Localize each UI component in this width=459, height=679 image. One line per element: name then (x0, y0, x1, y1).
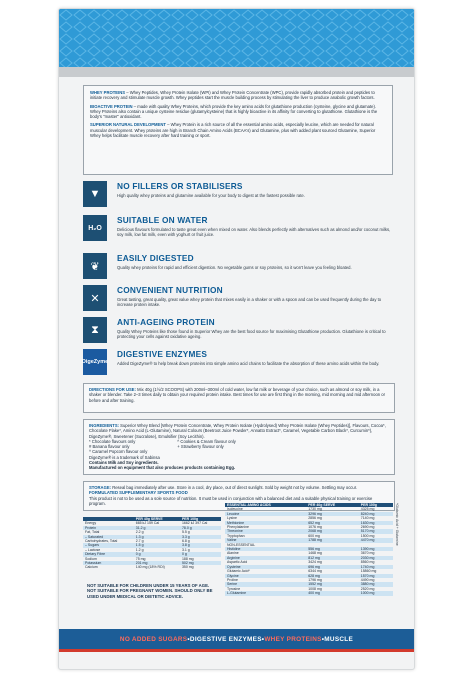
hourglass-icon: ⧗ (83, 317, 107, 343)
table-cell: 7140 mg (360, 516, 375, 521)
feature-suitable-on-water (83, 215, 395, 243)
amino-side-note: *Glutamic Acid + Glutamine (395, 503, 399, 546)
table-cell: – Saturated (83, 535, 134, 539)
table-cell: 556 mg (306, 547, 359, 551)
table-cell: 1730 mg (308, 507, 322, 512)
table-cell: 1630 mg (359, 521, 393, 525)
table-cell: Cysteine (225, 565, 306, 569)
table-cell: Tyrosine (227, 586, 241, 591)
table-cell: Valine (225, 538, 306, 542)
feature-digestive-enzymes (83, 349, 395, 377)
table-cell: Serine (225, 582, 306, 586)
water-drop-icon: H₂O (83, 215, 107, 241)
table-cell: 1552 mg (306, 582, 359, 586)
feature-title: EASILY DIGESTED (117, 253, 194, 263)
table-cell: Calcium (85, 565, 98, 570)
table-cell: 75 mg (135, 556, 146, 561)
table-cell: 4490 mg (360, 577, 375, 582)
feature-title: DIGESTIVE ENZYMES (117, 349, 208, 359)
table-cell: 1076 mg (308, 525, 322, 530)
table-cell: 140 mg (18% RDI) (135, 565, 165, 570)
nutrition-row (83, 565, 221, 569)
table-cell: Dietary Fibre (83, 552, 134, 556)
table-cell: Protein (83, 526, 134, 530)
filter-icon: ▼ (83, 181, 107, 207)
amino-acid-table: ESSENTIAL AMINO ACIDS PER 40g SERVE PER 100g Isoleucine 1730 mg 4325 mg Leucine 3296 mg 8240 mg Lysine 2856 mg 7140 mg Methionine 652 mg 1630 mg Phenylalanine 1076 mg 2690 mg Threonine 2068 mg 5170 mg Tryptophan 600 mg 1500 mg Valine 1788 mg 4470 mg NON-ESSENTIAL Histidine 556 mg 1390 mg Alanine 1468 mg 3670 mg Arginine 812 mg 2030 mg Aspartic Acid 3424 mg 8560 mg Cysteine 696 mg 1740 mg Glutamic Acid* 6344 mg 15860 mg Glycine 628 mg 1570 mg Proline 1796 mg 4490 mg Serine 1552 mg 3880 mg Tyrosine 1008 mg 2520 mg L-Glutamine 400 mg 1000 mg (225, 503, 393, 596)
table-cell: 652 mg (306, 521, 359, 525)
table-cell: 502 mg (180, 561, 221, 565)
grey-divider-band (59, 67, 414, 77)
table-cell: 5.5 g (181, 530, 190, 535)
feature-text: Added DigeZyme® to help break down proteins into simple amino acid chains to facilitate the absorption of these amino acids within the body. (117, 361, 380, 366)
table-cell: 3424 mg (308, 560, 322, 565)
table-cell: 2520 mg (360, 586, 375, 591)
table-cell: Energy (85, 521, 97, 526)
claim-text: • (321, 635, 325, 643)
cutlery-icon: ✕ (83, 285, 107, 311)
table-cell: 2.2 g (135, 530, 144, 535)
intro-natural-development: SUPERIOR NATURAL DEVELOPMENT – Whey Protein is a rich source of all the essential amino acids, especially leucine, which are needed for natural muscular development. Whey proteins are high in Branch Chain Amino Acids (BCAA's) and Glutamine, plus with added plant sourced Glutamine, Superior Whey helps facilitate muscle recovery after hard training or sport. (90, 122, 376, 139)
table-cell: 3296 mg (306, 512, 359, 516)
table-cell: – Sugars (83, 543, 134, 547)
feature-text: Great tasting, great quality, great value whey protein that mixes easily in a shaker or with a spoon and can be used frequently during the day to increase protein intake. (117, 297, 382, 308)
table-cell: 628 mg (306, 574, 359, 578)
table-cell: Lysine (227, 516, 237, 521)
feature-title: CONVENIENT NUTRITION (117, 285, 223, 295)
feature-title: NO FILLERS OR STABILISERS (117, 181, 243, 191)
table-cell: 696 mg (306, 565, 359, 569)
claim-text: WHEY PROTEINS (264, 635, 322, 643)
table-cell: Glycine (225, 574, 306, 578)
flavour-notes: * Chocolate flavours only # Banana flavour only ^ Caramel Popcorn flavour only ^ Cookies & Cream flavour only + Strawberry flavour only (89, 438, 236, 455)
table-cell: Glutamic Acid* (227, 569, 250, 574)
table-cell: Proline (227, 577, 238, 582)
nutrition-table: PER 40g SERVE PER 100g Energy 665 kJ 159 Cal 1662 kJ 397 Cal Protein 31.2 g 78.0 g Fat, Total 2.2 g 5.5 g – Saturated 1.3 g 3.3 g Carbohydrates, Total 2.7 g 6.8 g – Sugars 1.5 g 3.8 g – Lactose 1.2 g 3.1 g Dietary Fibre 0 g 0 g Sodium 75 mg 188 mg Potassium 201 mg 502 mg Calcium 140 mg (18% RDI) 350 mg (83, 517, 221, 570)
table-cell: 8560 mg (360, 560, 375, 565)
table-cell: 2690 mg (360, 525, 375, 530)
table-cell: 3880 mg (359, 582, 393, 586)
table-cell: 0 g (134, 552, 180, 556)
feature-anti-ageing (83, 317, 395, 345)
table-cell: 5170 mg (359, 529, 393, 533)
table-cell: 812 mg (306, 556, 359, 560)
table-cell: 188 mg (181, 556, 194, 561)
table-cell: 201 mg (134, 561, 180, 565)
feature-convenient-nutrition (83, 285, 395, 313)
ingredients-panel: INGREDIENTS: Superior Whey Blend [Whey Protein Concentrate, Whey Protein Isolate (Hydrolysed) Whey Protein Isolate (Whey Peptides)], Flavours, Cocoa*, Chocolate Flake*, Amino Acid (L-Glutamine), Natural Colours (Beetroot Juice Powder*, Annatto Extract*, Caramel, Vegetable Carbon Black*, Curcumin*), DigeZyme®, Sweetener (Sucralose), Emulsifier (Soy Lecithin). * Chocolate flavours only # Banana flavour only ^ Caramel Popcorn flavour only ^ Cookies & Cream flavour only + Strawberry flavour only DigeZyme® is a trademark of Sabinsa Contains Milk and Soy ingredients. Manufactured on equipment that also produces products containing Egg. (83, 419, 395, 475)
table-cell: 3.1 g (181, 547, 190, 552)
claim-text: NO ADDED SUGARS (119, 635, 188, 643)
table-cell: Alanine (227, 551, 239, 556)
table-cell: 1570 mg (359, 574, 393, 578)
table-cell: 1788 mg (306, 538, 359, 542)
table-cell: 3.3 g (180, 535, 221, 539)
feature-no-fillers (83, 181, 395, 209)
table-cell: 1500 mg (360, 533, 375, 538)
table-cell: Sodium (85, 556, 97, 561)
table-cell: L-Glutamine (225, 591, 306, 595)
claim-text: • (187, 635, 190, 643)
feature-easily-digested (83, 253, 395, 281)
table-cell: Aspartic Acid (227, 560, 248, 565)
table-cell: 0 g (180, 552, 221, 556)
table-cell: 1662 kJ 397 Cal (181, 521, 208, 526)
diamond-pattern (59, 9, 414, 67)
table-cell: 8240 mg (359, 512, 393, 516)
table-cell: 2030 mg (359, 556, 393, 560)
table-cell: 2.7 g (135, 539, 144, 544)
leaf-icon: ❦ (83, 253, 107, 279)
table-cell: 400 mg (306, 591, 359, 595)
feature-title: ANTI-AGEING PROTEIN (117, 317, 215, 327)
intro-panel (83, 85, 393, 175)
intro-bioactive-protein: BIOACTIVE PROTEIN – made with quality Whey Proteins, which provide the key amino acids for glutathione production (cysteine, glycine and glutamate). Whey Proteins also contain a unique cysteine residue (glutamylcysteine) that is highly bioactive in its affinity for converting to glutathione. Glutathione is the body's "master" antioxidant. (90, 103, 378, 120)
table-cell: NON-ESSENTIAL (227, 542, 256, 547)
table-cell: 2856 mg (308, 516, 322, 521)
feature-text: High quality whey proteins and glutamine available for your body to digest at the fastest possible rate. (117, 193, 305, 198)
warning-text: NOT SUITABLE FOR CHILDREN UNDER 15 YEARS OF AGE. NOT SUITABLE FOR PREGNANT WOMEN. SHOULD ONLY BE USED UNDER MEDICAL OR DIETETIC ADVICE. (87, 583, 213, 599)
digezyme-logo-icon: DigeZyme (83, 349, 107, 375)
table-cell: 6.8 g (181, 539, 190, 544)
feature-text: Quality whey proteins for rapid and efficient digestion. No vegetable gums or soy proteins, so it won't leave you feeling bloated. (117, 265, 352, 270)
table-cell: 600 mg (308, 533, 320, 538)
table-cell: Tryptophan (227, 533, 245, 538)
table-cell: – Lactose (85, 547, 101, 552)
table-cell: 1390 mg (359, 547, 393, 551)
table-cell: 6344 mg (308, 569, 322, 574)
product-bag (58, 8, 415, 670)
table-cell: 1.5 g (134, 543, 180, 547)
feature-title: SUITABLE ON WATER (117, 215, 208, 225)
feature-text: Quality Whey Proteins like those found in Superior Whey are the best food source for maximising Glutathione production. Glutathione is critical to protecting your cells against oxidative ageing. (117, 329, 386, 340)
table-cell: 31.2 g (134, 526, 180, 530)
directions-panel: DIRECTIONS FOR USE: Mix 40g (1½/2 SCOOPS) with 200ml–300ml of cold water, low fat milk or beverage of your choice, such as almond or soy milk, in a shaker or blender. Take 2–3 times daily to obtain your required protein intake. Best times for use are first thing in the morning, mid morning and mid afternoon or before and after training. (83, 383, 395, 413)
table-cell: 1.2 g (135, 547, 144, 552)
table-cell: 4325 mg (360, 507, 375, 512)
table-cell: 665 kJ 159 Cal (135, 521, 160, 526)
table-cell: 1008 mg (308, 586, 322, 591)
table-cell: 1468 mg (308, 551, 322, 556)
table-cell: 1796 mg (308, 577, 322, 582)
amino-row (225, 591, 393, 595)
table-cell: 4470 mg (359, 538, 393, 542)
table-cell: 1740 mg (359, 565, 393, 569)
claim-text: • (261, 635, 265, 643)
table-cell: Phenylalanine (227, 525, 249, 530)
table-cell: 15860 mg (360, 569, 377, 574)
table-cell: 3670 mg (360, 551, 375, 556)
table-cell: Potassium (83, 561, 134, 565)
table-cell: Leucine (225, 512, 306, 516)
table-cell: 1000 mg (359, 591, 393, 595)
table-cell: Fat, Total (85, 530, 100, 535)
table-cell: 1.3 g (134, 535, 180, 539)
feature-text: Delicious flavours formulated to taste great even when mixed on water. Also blends perfectly with alternatives such as almond and/or coconut milks, soy milk, low fat milk, even with yoghurt or fruit juice. (117, 227, 391, 238)
top-pattern-band (59, 9, 414, 67)
table-cell: Isoleucine (227, 507, 243, 512)
intro-whey-proteins: WHEY PROTEINS – Whey Peptides, Whey Protein Isolate (WPI) and Whey Protein Concentrate (WPC), provide rapidly absorbed protein and peptides to initiate recovery and stimulate muscle growth. Whey peptides start the muscle building process by stimulating the liver to produce anabolic growth factors. (90, 90, 375, 101)
table-cell: Arginine (225, 556, 306, 560)
storage-panel: STORAGE: Reseal bag immediately after use. Store in a cool, dry place, out of direct sunlight. Sold by weight not by volume. Settling may occur. FORMULATED SUPPLEMENTARY SPORTS FOOD This product is not to be used as a sole source of nutrition. It must be used in conjunction with a balanced diet and a suitable physical training or exercise program. (83, 481, 395, 511)
claim-text: MUSCLE (324, 635, 354, 643)
table-cell: 3.8 g (180, 543, 221, 547)
table-cell: 78.0 g (180, 526, 221, 530)
table-cell: Carbohydrates, Total (85, 539, 118, 544)
table-cell: 2068 mg (306, 529, 359, 533)
table-cell: Threonine (225, 529, 306, 533)
table-cell: Histidine (225, 547, 306, 551)
bottom-red-stripe (59, 649, 414, 652)
bottom-claims-band (59, 629, 414, 649)
table-cell: Methionine (225, 521, 306, 525)
claim-text: DIGESTIVE ENZYMES (189, 635, 262, 643)
table-cell: 350 mg (181, 565, 194, 570)
